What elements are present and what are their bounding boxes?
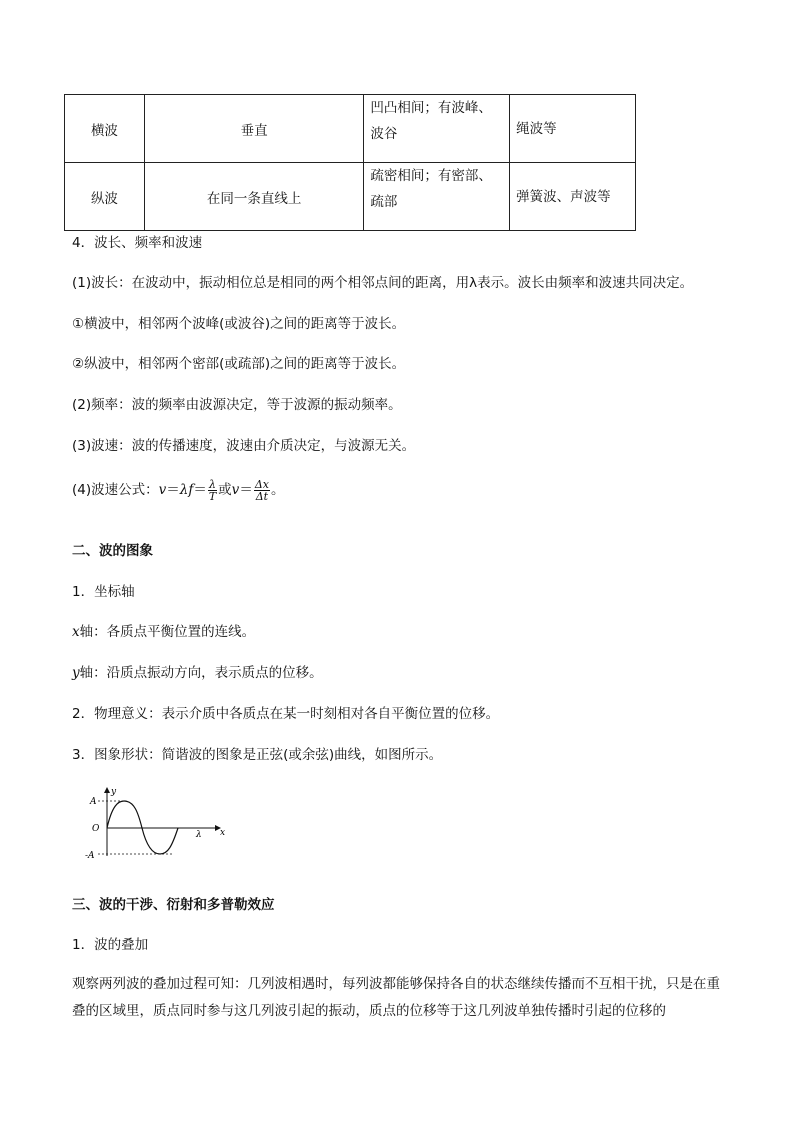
table-cell-feature: 疏密相间；有密部、疏部 — [364, 163, 510, 231]
table-cell-examples: 弹簧波、声波等 — [510, 163, 636, 231]
y-axis-description: y轴：沿质点振动方向，表示质点的位移。 — [72, 665, 323, 681]
wavelength-label: λ — [196, 830, 202, 840]
formula-fraction-lambda-over-t: $\frac{\lambda}{T}$ — [208, 477, 217, 503]
axes-subheading: 1．坐标轴 — [72, 584, 135, 600]
table-row — [65, 163, 636, 231]
wave-type-table — [64, 94, 636, 231]
formula-end: 。 — [270, 482, 285, 498]
x-axis-label: x — [220, 828, 226, 838]
amplitude-label: A — [90, 797, 97, 807]
table-cell-type: 纵波 — [65, 163, 145, 231]
table-row — [65, 95, 636, 163]
formula-v: v — [158, 482, 167, 498]
x-axis-description: x轴：各质点平衡位置的连线。 — [72, 624, 256, 640]
longitudinal-wavelength-note: ②纵波中，相邻两个密部(或疏部)之间的距离等于波长。 — [72, 356, 406, 372]
section-2-heading: 二、波的图象 — [72, 543, 153, 559]
formula-or: 或 — [218, 482, 232, 498]
wave-speed-formula — [72, 478, 732, 502]
graph-shape: 3．图象形状：简谐波的图象是正弦(或余弦)曲线，如图所示。 — [72, 747, 443, 763]
origin-label: O — [92, 824, 100, 834]
wavelength-paragraph: (1)波长：在波动中，振动相位总是相同的两个相邻点间的距离，用λ表示。波长由频率和波速共同决定。 — [72, 275, 694, 291]
formula-equals: ＝ — [239, 482, 253, 498]
wave-speed-paragraph: (3)波速：波的传播速度，波速由介质决定，与波源无关。 — [72, 438, 416, 454]
section-3-heading: 三、波的干涉、衍射和多普勒效应 — [72, 897, 275, 913]
frequency-paragraph: (2)频率：波的频率由波源决定，等于波源的振动频率。 — [72, 397, 402, 413]
y-axis-label: y — [111, 787, 117, 797]
formula-equals: ＝ — [193, 482, 207, 498]
sine-wave-figure — [72, 784, 232, 860]
formula-equals: ＝ — [166, 482, 180, 498]
superposition-subheading: 1．波的叠加 — [72, 937, 149, 953]
transverse-wavelength-note: ①横波中，相邻两个波峰(或波谷)之间的距离等于波长。 — [72, 316, 406, 332]
formula-prefix: (4)波速公式： — [72, 482, 159, 498]
formula-fraction-dx-over-dt: $\frac{\Delta x}{\Delta t}$ — [254, 477, 269, 503]
superposition-paragraph: 观察两列波的叠加过程可知：几列波相遇时，每列波都能够保持各自的状态继续传播而不互相干扰，只是在重叠的区域里，质点同时参与这几列波引起的振动，质点的位移等于这几列波单独传播时引起的位移的 — [72, 976, 720, 1019]
table-cell-direction: 在同一条直线上 — [144, 163, 364, 231]
formula-v: v — [231, 482, 240, 498]
table-cell-type: 横波 — [65, 95, 145, 163]
table-cell-feature: 凹凸相间；有波峰、波谷 — [364, 95, 510, 163]
section-4-heading: 4．波长、频率和波速 — [72, 235, 203, 251]
table-cell-examples: 绳波等 — [510, 95, 636, 163]
formula-lambda-f: λf — [179, 482, 194, 498]
physical-meaning: 2．物理意义：表示介质中各质点在某一时刻相对各自平衡位置的位移。 — [72, 706, 500, 722]
table-cell-direction: 垂直 — [144, 95, 364, 163]
negative-amplitude-label: -A — [85, 851, 95, 860]
